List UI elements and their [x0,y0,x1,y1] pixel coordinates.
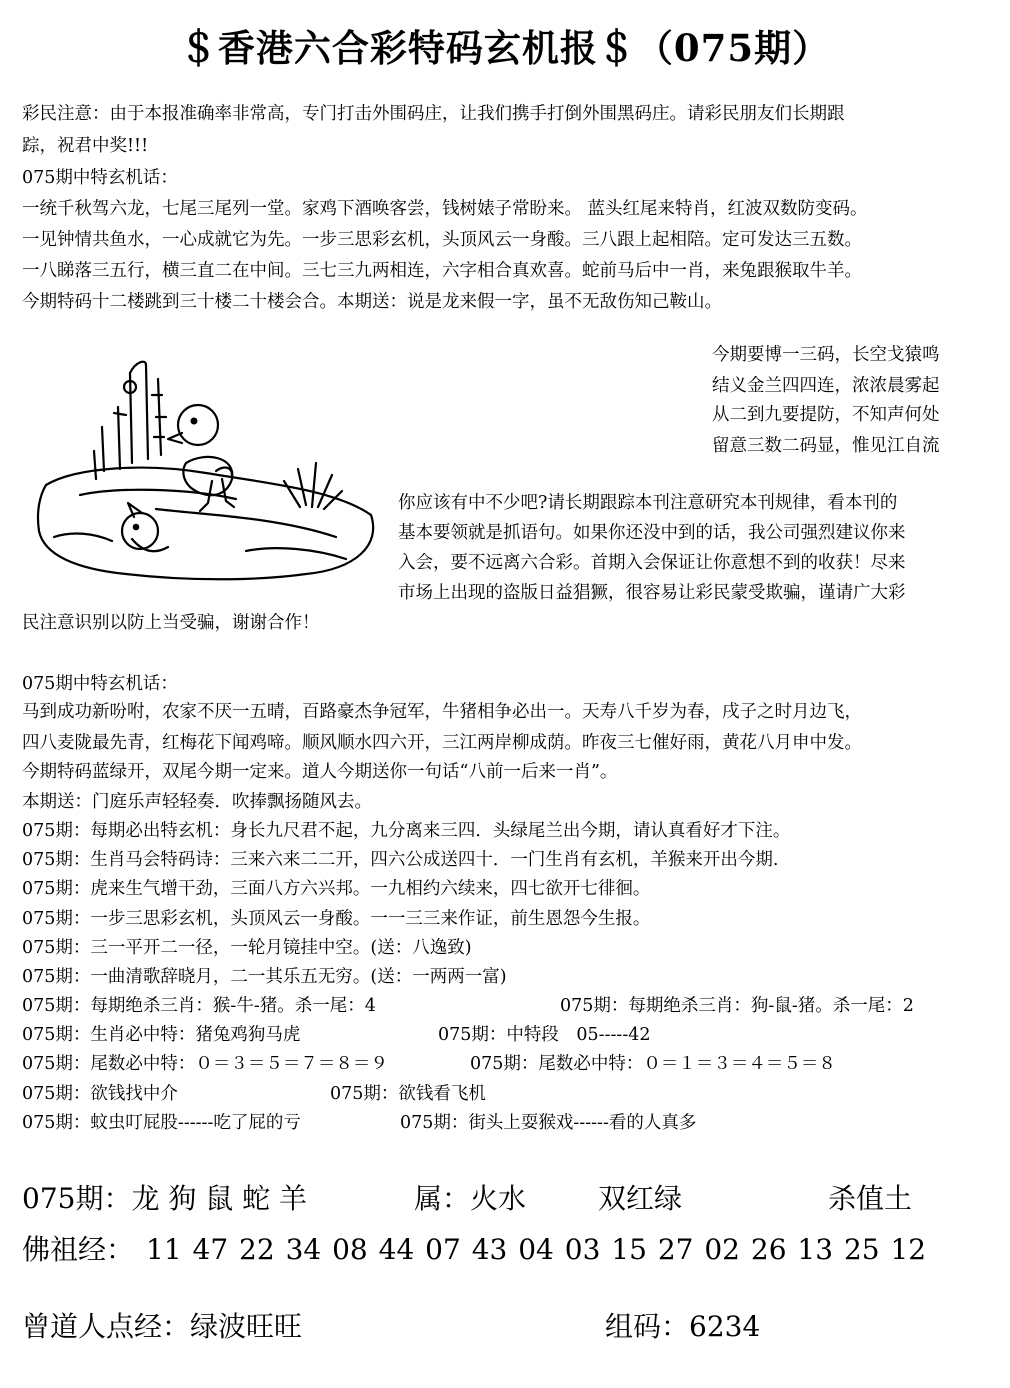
poem-line-1: 今期要博一三码，长空戈猿鸣 [712,345,940,365]
daoist-sutra: 曾道人点经：绿波旺旺 [22,1310,303,1343]
riddle-left-2: 075期：蚊虫叮屁股------吃了屁的亏 [22,1113,301,1133]
page-title: ＄香港六合彩特码玄机报＄（075期） [179,26,831,70]
section2-line-10: 075期：一曲清歌辞晓月，二一其乐五无穷。(送：一两两一富) [22,967,507,987]
notice-line-5: 民注意识别以防上当受骗，谢谢合作！ [22,613,320,633]
section2-line-5: 075期：每期必出特玄机：身长九尺君不起，九分离来三四．头绿尾兰出今期，请认真看好才下注。 [22,821,791,841]
section2-heading: 075期中特玄机话： [22,674,178,694]
intro-line-1: 彩民注意：由于本报准确率非常高，专门打击外围码庄，让我们携手打倒外围黑码庄。请彩民朋友们长期跟 [22,104,845,124]
kill-zodiac-left: 075期：每期绝杀三肖：猴-牛-猪。杀一尾：4 [22,996,376,1016]
notice-line-1: 你应该有中不少吧?请长期跟踪本刊注意研究本刊规律，看本刊的 [398,493,898,513]
tail-numbers-right: 075期：尾数必中特：０＝１＝３＝４＝５＝８ [470,1054,836,1074]
section2-line-9: 075期：三一平开二一径，一轮月镜挂中空。(送：八逸致) [22,938,472,958]
riddle-right-1: 075期：欲钱看飞机 [330,1084,486,1104]
sutra-numbers: 11 47 22 34 08 44 07 43 04 03 15 27 02 26 13 25 12 [146,1233,927,1266]
intro-line-2: 踪，祝君中奖!!! [22,136,149,156]
sutra-label: 佛祖经： [22,1233,135,1266]
section2-line-7: 075期：虎来生气增干劲，三面八方六兴邦。一九相约六续来，四七欲开七徘徊。 [22,879,651,899]
notice-line-2: 基本要领就是抓语句。如果你还没中到的话，我公司强烈建议你来 [398,523,906,543]
section1-line-2: 一见钟情共鱼水，一心成就它为先。一步三思彩玄机，头顶风云一身酸。三八跟上起相陪。定可发达三五数。 [22,230,862,250]
summary-kill: 杀值土 [828,1182,913,1215]
notice-line-4: 市场上出现的盗版日益猖獗，很容易让彩民蒙受欺骗，谨请广大彩 [398,583,906,603]
special-range: 075期：中特段 05-----42 [438,1025,651,1045]
section2-line-6: 075期：生肖马会特码诗：三来六来二二开，四六公成送四十．一门生肖有玄机，羊猴来开出今期. [22,850,779,870]
notice-line-3: 入会，要不远离六合彩。首期入会保证让你意想不到的收获！尽来 [398,553,906,573]
section2-line-3: 今期特码蓝绿开，双尾今期一定来。道人今期送你一句话“八前一后来一肖”。 [22,762,618,782]
section2-line-2: 四八麦陇最先青，红梅花下闻鸡啼。顺风顺水四六开，三江两岸柳成荫。昨夜三七催好雨，黄花八月申中发。 [22,733,862,753]
riddle-left-1: 075期：欲钱找中介 [22,1084,178,1104]
group-code: 组码：6234 [605,1310,761,1343]
tail-numbers-left: 075期：尾数必中特：０＝３＝５＝７＝８＝９ [22,1054,388,1074]
section2-line-4: 本期送：门庭乐声轻轻奏．吹捧飘扬随风去。 [22,792,372,812]
section1-line-4: 今期特码十二楼跳到三十楼二十楼会合。本期送：说是龙来假一字，虽不无敌伤知己鞍山。 [22,292,722,312]
kill-zodiac-right: 075期：每期绝杀三肖：狗-鼠-猪。杀一尾：2 [560,996,914,1016]
section1-line-3: 一八睇落三五行，横三直二在中间。三七三九两相连，六字相合真欢喜。蛇前马后中一肖，来兔跟猴取牛羊。 [22,261,862,281]
poem-line-4: 留意三数二码显，惟见江自流 [712,436,940,456]
poem-line-3: 从二到九要提防，不知声何处 [712,405,940,425]
must-win-zodiac: 075期：生肖必中特：猪兔鸡狗马虎 [22,1025,301,1045]
poem-line-2: 结义金兰四四连，浓浓晨雾起 [712,376,940,396]
section1-heading: 075期中特玄机话： [22,168,178,188]
summary-color: 双红绿 [598,1182,683,1215]
section2-line-1: 马到成功新吩咐，农家不厌一五晴，百路豪杰争冠军，牛猪相争必出一。天寿八千岁为春，戌子之时月边飞， [22,702,862,722]
section1-line-1: 一统千秋驾六龙，七尾三尾列一堂。家鸡下酒唤客尝，钱树婊子常盼来。 蓝头红尾来特肖，红波双数防变码。 [22,199,868,219]
summary-element: 属：火水 [414,1182,527,1215]
summary-zodiac: 075期：龙 狗 鼠 蛇 羊 [22,1182,308,1215]
riddle-right-2: 075期：街头上耍猴戏------看的人真多 [400,1113,697,1133]
section2-line-8: 075期：一步三思彩玄机，头顶风云一身酸。一一三三来作证，前生恩怨今生报。 [22,909,651,929]
duck-pond-illustration [36,355,381,585]
